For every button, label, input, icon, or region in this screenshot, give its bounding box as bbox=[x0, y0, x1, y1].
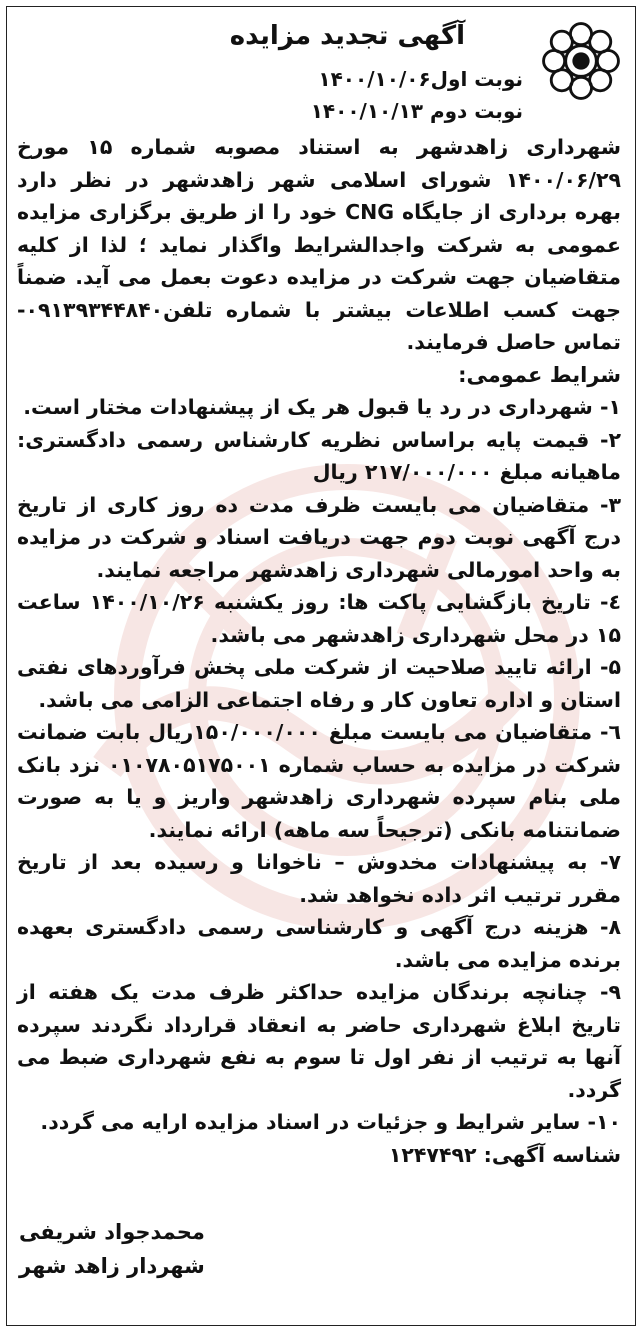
ad-id: شناسه آگهی: ۱۲۴۷۴۹۲ bbox=[388, 1142, 621, 1167]
notice-title: آگهی تجدید مزایده bbox=[229, 21, 465, 51]
condition-item: ۷- به پیشنهادات مخدوش – ناخوانا و رسیده بعد از تاریخ مقرر ترتیب اثر داده نخواهد شد. bbox=[17, 850, 621, 907]
condition-item: ۸- هزینه درج آگهی و کارشناسی رسمی دادگستری بعهده برنده مزایده می باشد. bbox=[17, 915, 621, 972]
condition-item: ۱۰- سایر شرایط و جزئیات در اسناد مزایده ارایه می گردد. bbox=[40, 1110, 621, 1134]
condition-item: ٤- تاریخ بازگشایی پاکت ها: روز یکشنبه ۱۴۰۰/۱۰/۲۶ ساعت ۱۵ در محل شهرداری زاهدشهر می باشد. bbox=[17, 590, 622, 647]
signature-block bbox=[19, 1215, 205, 1283]
notice-page bbox=[6, 6, 636, 1326]
notice-body bbox=[17, 131, 621, 1171]
signer-name: محمدجواد شریفی bbox=[19, 1220, 205, 1244]
signer-title: شهردار زاهد شهر bbox=[19, 1254, 205, 1278]
municipality-emblem-icon bbox=[533, 13, 629, 109]
conditions-heading: شرایط عمومی: bbox=[458, 362, 621, 387]
intro-paragraph: شهرداری زاهدشهر به استناد مصوبه شماره ۱۵ مورخ ۱۴۰۰/۰۶/۲۹ شورای اسلامی شهر زاهدشهر در نظر دارد بهره برداری از جایگاه CNG خود را از طریق برگزاری مزایده عمومی به شرکت واجدالشرایط واگذار نماید ؛ لذا از کلیه متقاضیان جهت شرکت در مزایده دعوت بعمل می آید. ضمناً جهت کسب اطلاعات بیشتر با شماره تلفن۰۹۱۳۹۳۴۴۸۴۰- تماس حاصل فرمایند. bbox=[17, 135, 621, 354]
condition-item: ۲- قیمت پایه براساس نظریه کارشناس رسمی دادگستری: ماهیانه مبلغ ۲۱۷/۰۰۰/۰۰۰ ریال bbox=[17, 427, 621, 484]
condition-item: ۳- متقاضیان می بایست ظرف مدت ده روز کاری از تاریخ درج آگهی نوبت دوم جهت دریافت اسناد و شرکت در مزایده به واحد امورمالی شهرداری زاهدشهر مراجعه نمایند. bbox=[17, 492, 621, 582]
condition-item: ٦- متقاضیان می بایست مبلغ ۱۵۰/۰۰۰/۰۰۰ریال بابت ضمانت شرکت در مزایده به حساب شماره ۰۱۰۷۸۰۵۱۷۵۰۰۱ نزد بانک ملی بنام سپرده شهرداری زاهدشهر واریز و یا به صورت ضمانتنامه بانکی (ترجیحاً سه ماهه) ارائه نمایند. bbox=[17, 720, 622, 842]
second-issue-date: نوبت دوم ۱۴۰۰/۱۰/۱۳ bbox=[310, 99, 523, 123]
condition-item: ۹- چنانچه برندگان مزایده حداکثر ظرف مدت یک هفته از تاریخ ابلاغ شهرداری حاضر به انعقاد قرارداد نگردند سپرده آنها به ترتیب از نفر اول تا سوم به نفع شهرداری ضبط می گردد. bbox=[17, 980, 621, 1102]
condition-item: ۵- ارائه تایید صلاحیت از شرکت ملی پخش فرآوردهای نفتی استان و اداره تعاون کار و رفاه اجتماعی الزامی می باشد. bbox=[17, 655, 621, 712]
condition-item: ۱- شهرداری در رد یا قبول هر یک از پیشنهادات مختار است. bbox=[23, 395, 621, 419]
first-issue-date: نوبت اول۱۴۰۰/۱۰/۰۶ bbox=[318, 67, 523, 91]
